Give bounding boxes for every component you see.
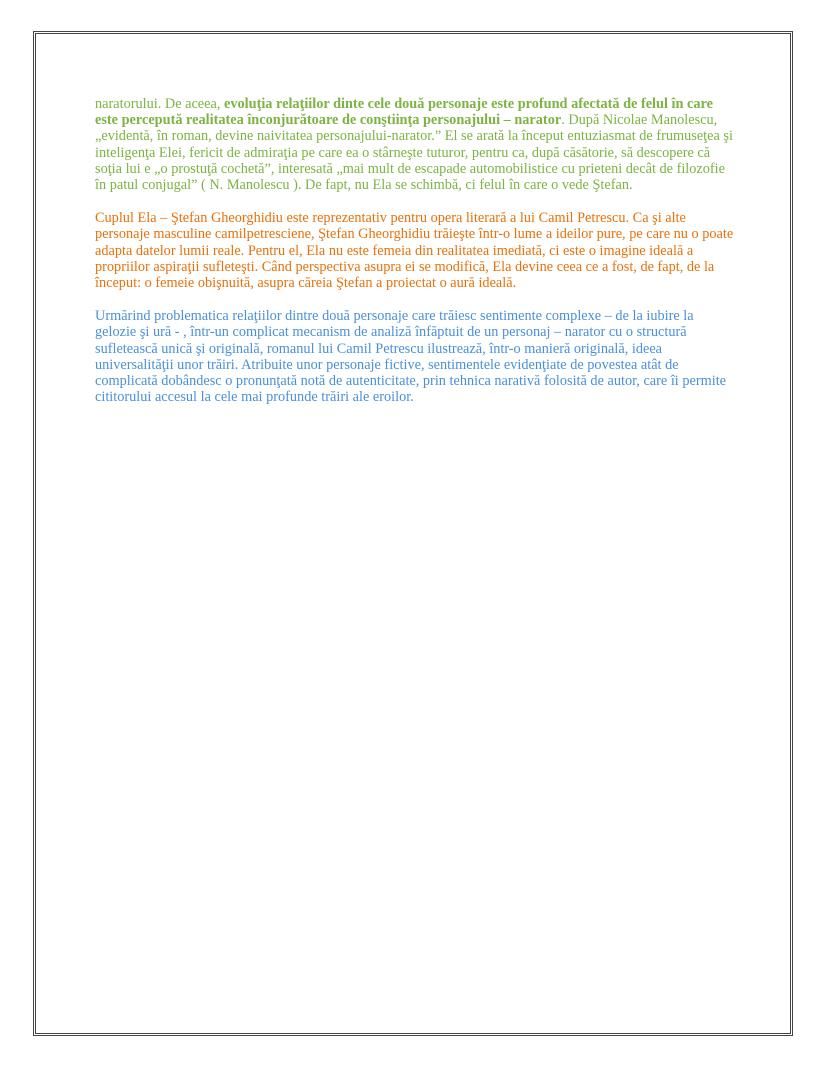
paragraph-narrator-perception — [95, 96, 735, 193]
document-body — [95, 96, 735, 422]
paragraph-bold-thesis: evoluţia relaţiilor dinte cele două personaje este profund afectată de felul în care este percepută realitatea înconjurătoare de conştiinţa personajului – narator — [95, 96, 713, 129]
paragraph-conclusion: Urmărind problematica relaţiilor dintre două personaje care trăiesc sentimente complexe – de la iubire la gelozie şi ură - , într-un complicat mecanism de analiză înfăptuit de un personaj – narator cu o structură sufletească unică şi originală, romanul lui Camil Petrescu ilustrează, într-o manieră originală, ideea universalităţii unor trăiri. Atribuite unor personaje fictive, sentimentele evidenţiate de povestea atât de complicată dobândesc o pronunţată notă de autenticitate, prin tehnica narativă folosită de autor, care îi permite cititorului accesul la cele mai profunde trăiri ale eroilor. — [95, 308, 727, 406]
paragraph-rest-text: . După Nicolae Manolescu, „evidentă, în roman, devine naivitatea personajului-narator.” El se arată la început entuziasmat de frumuseţea şi inteligenţa Elei, fericit de admiraţia pe care ea o stârneşte tuturor, pentru ca, după căsătorie, să descopere că soţia lui e „o prostuţă cochetă”, interesată „mai mult de escapade automobilistice cu prieteni decât de filozofie în patul conjugal” ( N. Manolescu ). De fapt, nu Ela se schimbă, ci felul în care o vede Ştefan. — [95, 112, 733, 194]
paragraph-couple-representative: Cuplul Ela – Ştefan Gheorghidiu este reprezentativ pentru opera literară a lui Camil Petrescu. Ca şi alte personaje masculine camilpetresciene, Ştefan Gheorghidiu trăieşte într-o lume a ideilor pure, pe care nu o poate adapta datelor lumii reale. Pentru el, Ela nu este femeia din realitatea imediată, ci este o imagine ideală a propriilor aspiraţii sufleteşti. Când perspectiva asupra ei se modifică, Ela devine ceea ce a fost, de fapt, de la început: o femeie obişnuită, asupra căreia Ştefan a proiectat o aură ideală. — [95, 210, 734, 292]
paragraph-intro-text: naratorului. De aceea, — [95, 96, 224, 112]
